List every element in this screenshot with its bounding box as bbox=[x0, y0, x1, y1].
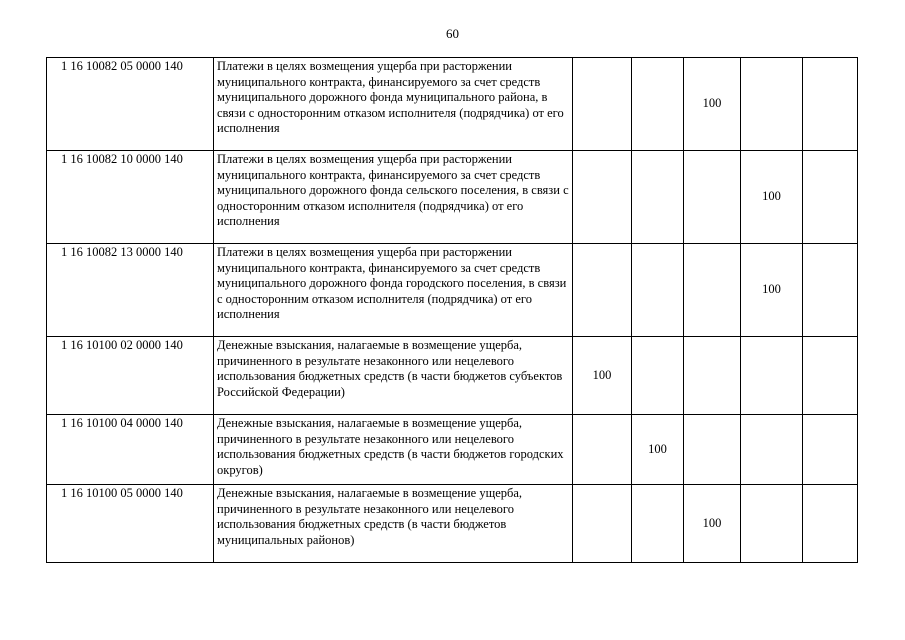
budget-code-cell: 1 16 10100 05 0000 140 bbox=[47, 485, 214, 563]
table-row bbox=[47, 485, 858, 563]
budget-code-cell: 1 16 10082 05 0000 140 bbox=[47, 58, 214, 151]
value-cell bbox=[803, 244, 858, 337]
value-cell bbox=[741, 337, 803, 415]
value-cell bbox=[803, 415, 858, 485]
revenue-name-cell: Платежи в целях возмещения ущерба при расторжении муниципального контракта, финансируемого за счет средств муниципального дорожного фонда муниципального района, в связи с односторонним отказом исполнителя (подрядчика) от его исполнения bbox=[214, 58, 573, 151]
value-cell bbox=[684, 244, 741, 337]
value-cell bbox=[741, 485, 803, 563]
value-cell bbox=[803, 337, 858, 415]
value-cell bbox=[573, 151, 632, 244]
value-cell bbox=[741, 415, 803, 485]
value-cell bbox=[684, 337, 741, 415]
value-cell: 100 bbox=[741, 151, 803, 244]
budget-code-cell: 1 16 10082 10 0000 140 bbox=[47, 151, 214, 244]
value-cell: 100 bbox=[573, 337, 632, 415]
revenue-name-cell: Денежные взыскания, налагаемые в возмещение ущерба, причиненного в результате незаконного или нецелевого использования бюджетных средств (в части бюджетов муниципальных районов) bbox=[214, 485, 573, 563]
value-cell bbox=[803, 485, 858, 563]
value-cell bbox=[632, 244, 684, 337]
value-cell bbox=[632, 337, 684, 415]
value-cell: 100 bbox=[684, 58, 741, 151]
value-cell: 100 bbox=[632, 415, 684, 485]
value-cell bbox=[803, 58, 858, 151]
budget-code-cell: 1 16 10082 13 0000 140 bbox=[47, 244, 214, 337]
value-cell bbox=[632, 58, 684, 151]
table-row bbox=[47, 337, 858, 415]
value-cell bbox=[684, 151, 741, 244]
revenue-name-cell: Платежи в целях возмещения ущерба при расторжении муниципального контракта, финансируемого за счет средств муниципального дорожного фонда сельского поселения, в связи с односторонним отказом исполнителя (подрядчика) от его исполнения bbox=[214, 151, 573, 244]
value-cell bbox=[632, 151, 684, 244]
revenue-name-cell: Денежные взыскания, налагаемые в возмещение ущерба, причиненного в результате незаконного или нецелевого использования бюджетных средств (в части бюджетов субъектов Российской Федерации) bbox=[214, 337, 573, 415]
value-cell bbox=[573, 244, 632, 337]
value-cell: 100 bbox=[684, 485, 741, 563]
table-row bbox=[47, 58, 858, 151]
revenue-table bbox=[46, 57, 858, 563]
page-number: 60 bbox=[446, 26, 459, 41]
table-row bbox=[47, 151, 858, 244]
value-cell bbox=[573, 58, 632, 151]
table-row bbox=[47, 415, 858, 485]
value-cell bbox=[803, 151, 858, 244]
value-cell bbox=[741, 58, 803, 151]
value-cell: 100 bbox=[741, 244, 803, 337]
value-cell bbox=[684, 415, 741, 485]
value-cell bbox=[573, 485, 632, 563]
revenue-name-cell: Платежи в целях возмещения ущерба при расторжении муниципального контракта, финансируемого за счет средств муниципального дорожного фонда городского поселения, в связи с односторонним отказом исполнителя (подрядчика) от его исполнения bbox=[214, 244, 573, 337]
value-cell bbox=[632, 485, 684, 563]
budget-code-cell: 1 16 10100 02 0000 140 bbox=[47, 337, 214, 415]
revenue-name-cell: Денежные взыскания, налагаемые в возмещение ущерба, причиненного в результате незаконного или нецелевого использования бюджетных средств (в части бюджетов городских округов) bbox=[214, 415, 573, 485]
budget-code-cell: 1 16 10100 04 0000 140 bbox=[47, 415, 214, 485]
table-row bbox=[47, 244, 858, 337]
value-cell bbox=[573, 415, 632, 485]
